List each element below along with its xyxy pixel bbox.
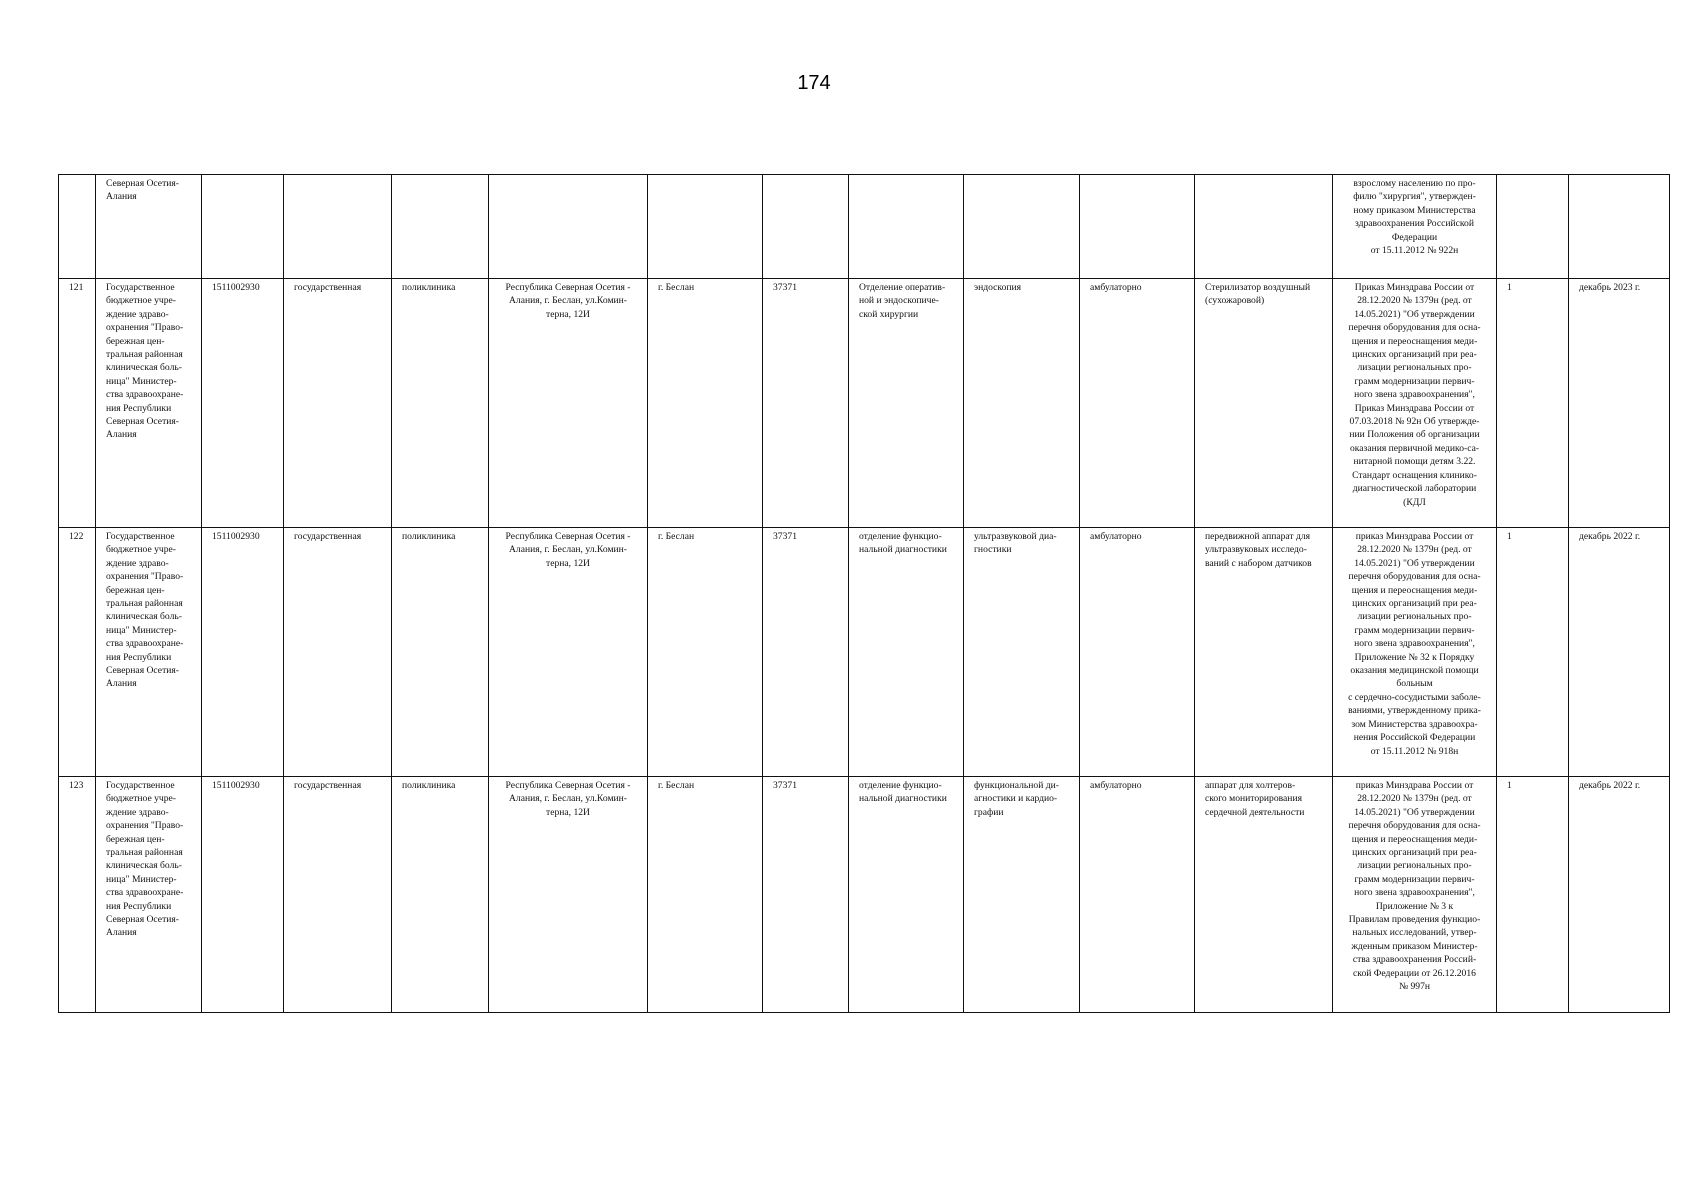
inn: 1511002930 [202, 528, 284, 777]
delivery-date [1569, 175, 1670, 279]
quantity: 1 [1497, 279, 1569, 528]
department [849, 175, 964, 279]
department: Отделение оператив- ной и эндоскопиче- ской хирургии [849, 279, 964, 528]
table-row [59, 777, 1670, 1013]
oktmo-code: 37371 [763, 777, 849, 1013]
address: Республика Северная Осетия - Алания, г. Беслан, ул.Комин- терна, 12И [489, 279, 648, 528]
medical-profile: эндоскопия [964, 279, 1080, 528]
organization-name: Государственное бюджетное учре- ждение здраво- охранения "Право- бережная цен- тральная районная клиническая боль- ница" Министер- ства здравоохране- ния Республики Северная Осетия- Алания [96, 528, 202, 777]
equipment-name: Стерилизатор воздушный (сухожаровой) [1195, 279, 1333, 528]
inn [202, 175, 284, 279]
ownership-form: государственная [284, 777, 392, 1013]
quantity [1497, 175, 1569, 279]
row-number: 121 [59, 279, 96, 528]
facility-type: поликлиника [392, 528, 489, 777]
oktmo-code: 37371 [763, 279, 849, 528]
table-row [59, 528, 1670, 777]
delivery-date: декабрь 2022 г. [1569, 528, 1670, 777]
organization-name: Государственное бюджетное учре- ждение здраво- охранения "Право- бережная цен- тральная районная клиническая боль- ница" Министер- ства здравоохране- ния Республики Северная Осетия- Алания [96, 279, 202, 528]
department: отделение функцио- нальной диагностики [849, 777, 964, 1013]
equipment-table [58, 174, 1670, 1013]
inn: 1511002930 [202, 777, 284, 1013]
city: г. Беслан [648, 528, 763, 777]
row-number: 123 [59, 777, 96, 1013]
inn: 1511002930 [202, 279, 284, 528]
page-number: 174 [797, 72, 831, 94]
quantity: 1 [1497, 528, 1569, 777]
legal-basis: приказ Минздрава России от 28.12.2020 № 1379н (ред. от 14.05.2021) "Об утверждении перечня оборудования для осна- щения и переоснащения меди- цинских организаций при реа- лизации региональных про- грамм модернизации первич- ного звена здравоохранения", Приложение № 3 к Правилам проведения функцио- нальных исследований, утвер- жденным приказом Министер- ства здравоохранения Россий- ской Федерации от 26.12.2016 № 997н [1333, 777, 1497, 1013]
equipment-name: передвижной аппарат для ультразвуковых исследо- ваний с набором датчиков [1195, 528, 1333, 777]
medical-profile: ультразвуковой диа- гностики [964, 528, 1080, 777]
oktmo-code [763, 175, 849, 279]
table-row [59, 279, 1670, 528]
equipment-name [1195, 175, 1333, 279]
row-number [59, 175, 96, 279]
oktmo-code: 37371 [763, 528, 849, 777]
delivery-date: декабрь 2022 г. [1569, 777, 1670, 1013]
city: г. Беслан [648, 777, 763, 1013]
ownership-form: государственная [284, 279, 392, 528]
address: Республика Северная Осетия - Алания, г. Беслан, ул.Комин- терна, 12И [489, 528, 648, 777]
facility-type [392, 175, 489, 279]
ownership-form [284, 175, 392, 279]
care-form: амбулаторно [1080, 777, 1195, 1013]
care-form [1080, 175, 1195, 279]
row-number: 122 [59, 528, 96, 777]
delivery-date: декабрь 2023 г. [1569, 279, 1670, 528]
organization-name: Северная Осетия- Алания [96, 175, 202, 279]
address [489, 175, 648, 279]
city [648, 175, 763, 279]
facility-type: поликлиника [392, 777, 489, 1013]
legal-basis: приказ Минздрава России от 28.12.2020 № 1379н (ред. от 14.05.2021) "Об утверждении перечня оборудования для осна- щения и переоснащения меди- цинских организаций при реа- лизации региональных про- грамм модернизации первич- ного звена здравоохранения", Приложение № 32 к Порядку оказания медицинской помощи больным с сердечно-сосудистыми заболе- ваниями, утвержденному прика- зом Министерства здравоохра- нения Российской Федерации от 15.11.2012 № 918н [1333, 528, 1497, 777]
table-row [59, 175, 1670, 279]
care-form: амбулаторно [1080, 279, 1195, 528]
department: отделение функцио- нальной диагностики [849, 528, 964, 777]
quantity: 1 [1497, 777, 1569, 1013]
medical-profile [964, 175, 1080, 279]
organization-name: Государственное бюджетное учре- ждение здраво- охранения "Право- бережная цен- тральная районная клиническая боль- ница" Министер- ства здравоохране- ния Республики Северная Осетия- Алания [96, 777, 202, 1013]
legal-basis: взрослому населению по про- филю "хирургия", утвержден- ному приказом Министерства здравоохранения Российской Федерации от 15.11.2012 № 922н [1333, 175, 1497, 279]
legal-basis: Приказ Минздрава России от 28.12.2020 № 1379н (ред. от 14.05.2021) "Об утверждении перечня оборудования для осна- щения и переоснащения меди- цинских организаций при реа- лизации региональных про- грамм модернизации первич- ного звена здравоохранения", Приказ Минздрава России от 07.03.2018 № 92н Об утвержде- нии Положения об организации оказания первичной медико-са- нитарной помощи детям 3.22. Стандарт оснащения клинико- диагностической лаборатории (КДЛ [1333, 279, 1497, 528]
equipment-name: аппарат для холтеров- ского мониторирования сердечной деятельности [1195, 777, 1333, 1013]
medical-profile: функциональной ди- агностики и кардио- графии [964, 777, 1080, 1013]
address: Республика Северная Осетия - Алания, г. Беслан, ул.Комин- терна, 12И [489, 777, 648, 1013]
care-form: амбулаторно [1080, 528, 1195, 777]
ownership-form: государственная [284, 528, 392, 777]
city: г. Беслан [648, 279, 763, 528]
facility-type: поликлиника [392, 279, 489, 528]
